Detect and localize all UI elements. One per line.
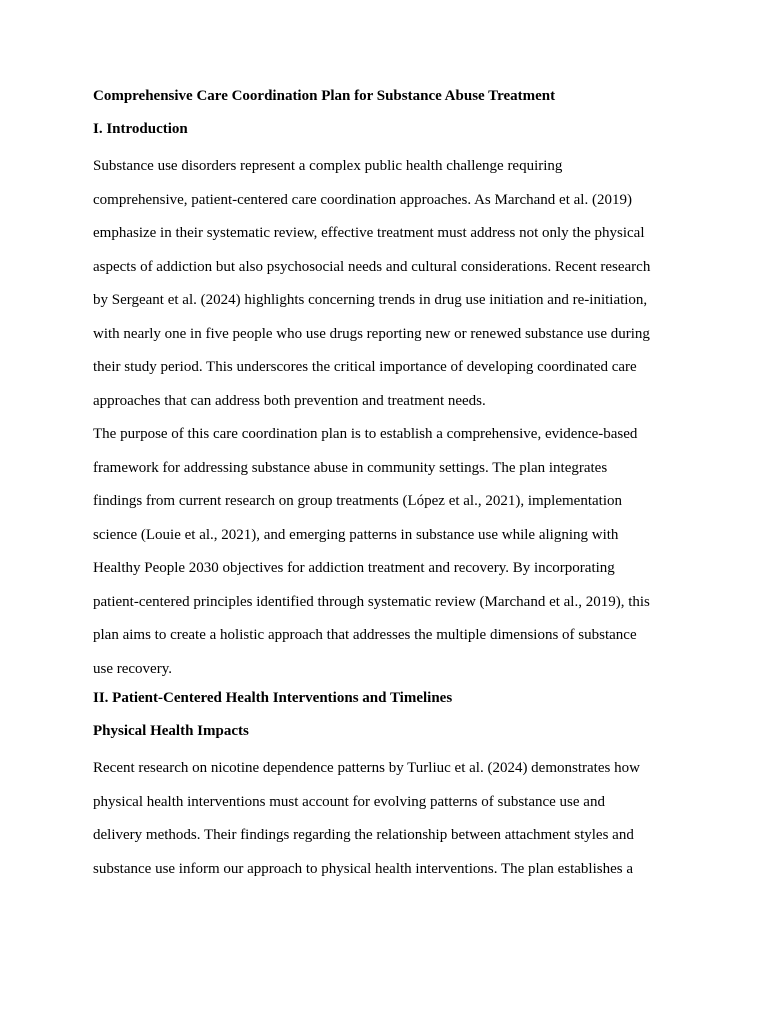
paragraph-line: aspects of addiction but also psychosocial needs and cultural considerations. Recent research [93,258,651,275]
subsection-heading-physical-health: Physical Health Impacts [93,723,249,739]
paragraph-line: findings from current research on group treatments (López et al., 2021), implementation [93,493,622,509]
paragraph-line: framework for addressing substance abuse in community settings. The plan integrates [93,459,608,476]
paragraph-line: patient-centered principles identified through systematic review (Marchand et al., 2019), this [93,593,650,610]
paragraph-line: Healthy People 2030 objectives for addiction treatment and recovery. By incorporating [93,560,615,576]
paragraph-line: Substance use disorders represent a complex public health challenge requiring [93,158,563,174]
paragraph-line: with nearly one in five people who use drugs reporting new or renewed substance use during [93,325,650,342]
paragraph-line: their study period. This underscores the critical importance of developing coordinated care [93,359,637,375]
paragraph-introduction-2 [93,418,677,686]
paragraph-line: Recent research on nicotine dependence patterns by Turliuc et al. (2024) demonstrates how [93,760,640,776]
paragraph-line: The purpose of this care coordination plan is to establish a comprehensive, evidence-based [93,426,638,442]
paragraph-introduction-1 [93,150,677,418]
paragraph-line: use recovery. [93,660,172,677]
section-heading-introduction: I. Introduction [93,121,188,137]
document-title: Comprehensive Care Coordination Plan for Substance Abuse Treatment [93,88,556,104]
paragraph-line: emphasize in their systematic review, effective treatment must address not only the physical [93,225,645,241]
paragraph-line: substance use inform our approach to physical health interventions. The plan establishes a [93,860,633,877]
paragraph-line: physical health interventions must account for evolving patterns of substance use and [93,793,605,810]
paragraph-line: plan aims to create a holistic approach that addresses the multiple dimensions of substance [93,627,637,643]
document-body [93,84,677,886]
paragraph-line: by Sergeant et al. (2024) highlights concerning trends in drug use initiation and re-initiation, [93,292,648,308]
paragraph-physical-health-1 [93,752,677,886]
paragraph-line: delivery methods. Their findings regarding the relationship between attachment styles and [93,827,634,843]
paragraph-line: approaches that can address both prevention and treatment needs. [93,392,486,409]
paragraph-line: science (Louie et al., 2021), and emerging patterns in substance use while aligning with [93,526,619,543]
section-heading-interventions: II. Patient-Centered Health Interventions and Timelines [93,690,453,706]
paragraph-line: comprehensive, patient-centered care coordination approaches. As Marchand et al. (2019) [93,191,632,208]
